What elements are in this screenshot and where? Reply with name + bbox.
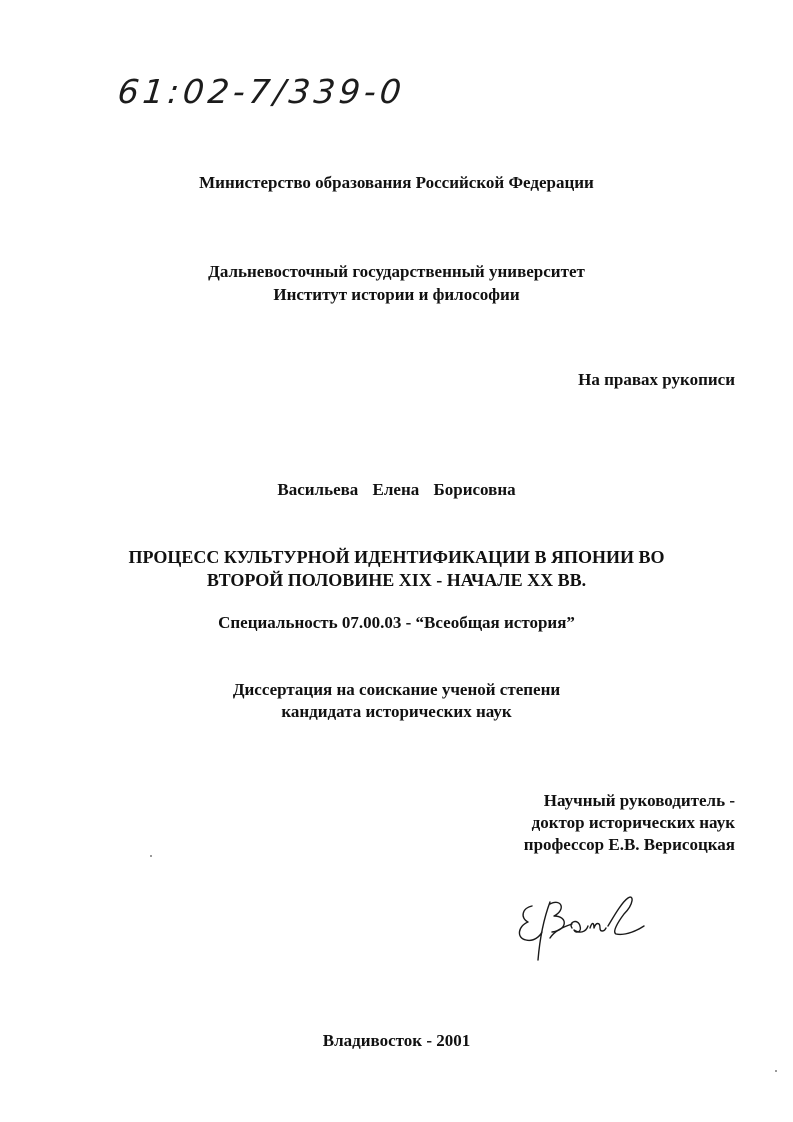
supervisor-line-1: Научный руководитель - [543, 791, 735, 810]
supervisor-line-2: доктор исторических наук [531, 813, 735, 832]
scan-speck [775, 1070, 777, 1072]
manuscript-rights-note: На правах рукописи [578, 370, 735, 389]
supervisor-signature [510, 888, 650, 968]
dissertation-title-line-2: ВТОРОЙ ПОЛОВИНЕ XIX - НАЧАЛЕ XX ВВ. [206, 570, 587, 590]
city-year: Владивосток - 2001 [322, 1031, 471, 1050]
dissertation-title-line-1: ПРОЦЕСС КУЛЬТУРНОЙ ИДЕНТИФИКАЦИИ В ЯПОНИИ ВО [128, 547, 665, 567]
university-name: Дальневосточный государственный университет [208, 262, 585, 281]
specialty-line: Специальность 07.00.03 - “Всеобщая история” [218, 613, 575, 632]
ministry-heading: Министерство образования Российской Федерации [199, 173, 594, 192]
institute-name: Институт истории и философии [273, 285, 520, 304]
author-name: Васильева Елена Борисовна [277, 480, 516, 499]
degree-line-2: кандидата исторических наук [281, 702, 512, 721]
scan-speck [150, 855, 152, 857]
supervisor-line-3: профессор Е.В. Верисоцкая [523, 835, 735, 854]
degree-line-1: Диссертация на соискание ученой степени [232, 680, 561, 699]
archive-code-handwritten: 61:02-7/339-0 [115, 72, 408, 111]
